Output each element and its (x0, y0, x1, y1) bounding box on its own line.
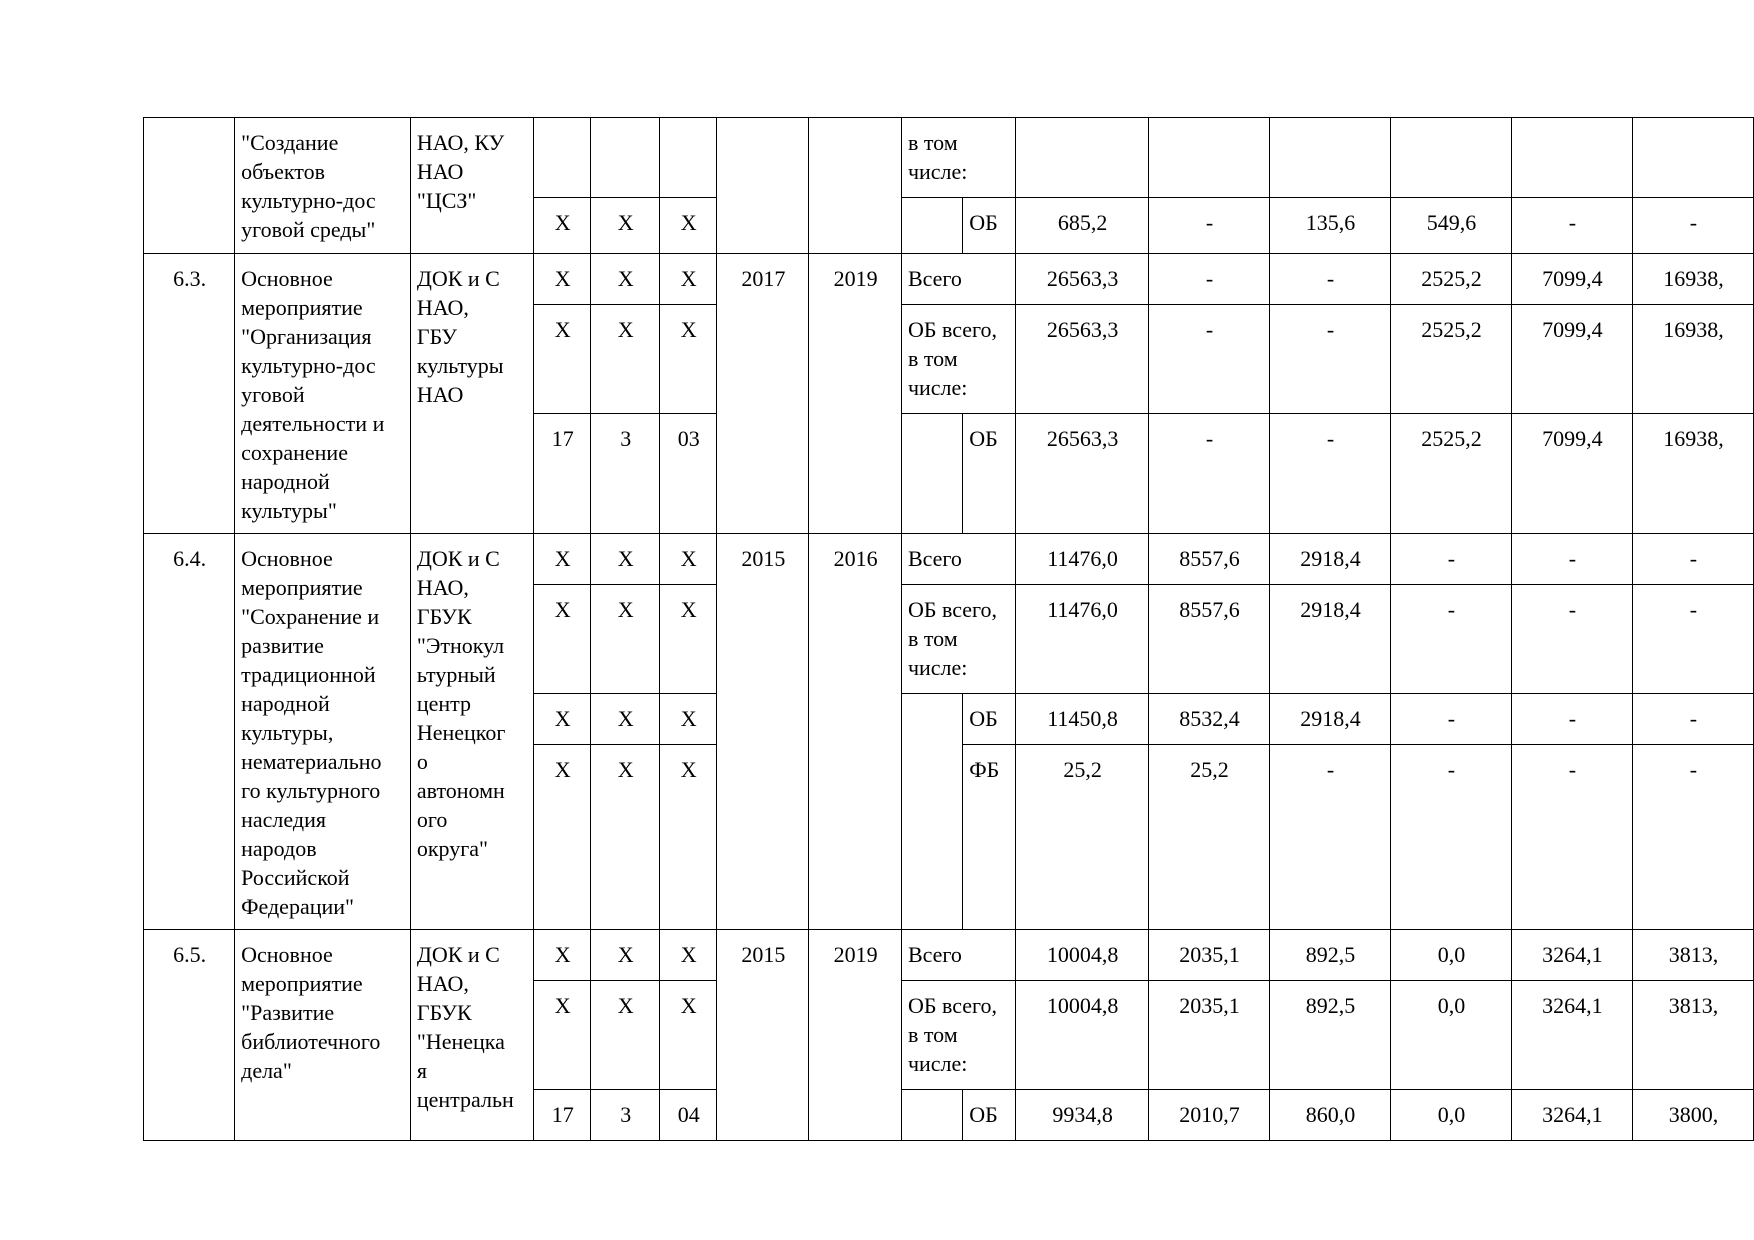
value-cell: 7099,4 (1511, 305, 1632, 414)
value-cell (1016, 118, 1149, 198)
value-cell: - (1632, 198, 1753, 254)
funding-indent-cell (901, 694, 962, 930)
value-cell: 25,2 (1149, 745, 1270, 930)
value-cell: 2525,2 (1390, 414, 1511, 534)
value-cell: - (1270, 254, 1391, 305)
value-cell: 16938, (1632, 414, 1753, 534)
value-cell: 2010,7 (1149, 1090, 1270, 1141)
value-cell: 26563,3 (1016, 305, 1149, 414)
code-cell (591, 118, 659, 198)
code-cell: 04 (659, 1090, 717, 1141)
value-cell: 10004,8 (1016, 930, 1149, 981)
executor-cell: ДОК и С НАО, ГБУК "Этнокул ьтурный центр Ненецког о автономн ого округа" (410, 534, 533, 930)
code-cell: Х (533, 930, 591, 981)
value-cell: 549,6 (1390, 198, 1511, 254)
funding-source-cell: ОБ (963, 694, 1016, 745)
row-number-cell: 6.4. (144, 534, 235, 930)
value-cell: - (1270, 305, 1391, 414)
end-year-cell: 2016 (809, 534, 902, 930)
value-cell: 26563,3 (1016, 254, 1149, 305)
funding-label-cell: Всего (901, 254, 1015, 305)
value-cell: 3264,1 (1511, 981, 1632, 1090)
value-cell: 892,5 (1270, 930, 1391, 981)
value-cell: 8557,6 (1149, 585, 1270, 694)
measure-title-cell: "Создание объектов культурно-дос уговой среды" (235, 118, 411, 254)
value-cell: 11476,0 (1016, 534, 1149, 585)
code-cell: Х (533, 534, 591, 585)
value-cell (1270, 118, 1391, 198)
code-cell: Х (659, 745, 717, 930)
measure-title-cell: Основное мероприятие "Развитие библиотечного дела" (235, 930, 411, 1141)
code-cell: 17 (533, 1090, 591, 1141)
code-cell: Х (533, 585, 591, 694)
table-row (144, 254, 1754, 305)
code-cell: Х (659, 930, 717, 981)
executor-cell: НАО, КУ НАО "ЦСЗ" (410, 118, 533, 254)
value-cell: 2035,1 (1149, 981, 1270, 1090)
value-cell: 860,0 (1270, 1090, 1391, 1141)
start-year-cell: 2015 (717, 930, 809, 1141)
value-cell: - (1632, 534, 1753, 585)
code-cell: Х (533, 254, 591, 305)
code-cell: Х (591, 198, 659, 254)
code-cell: Х (533, 305, 591, 414)
value-cell: - (1511, 198, 1632, 254)
code-cell: Х (659, 198, 717, 254)
table-row (144, 118, 1754, 198)
funding-label-cell: в том числе: (901, 118, 1015, 198)
code-cell: Х (591, 694, 659, 745)
code-cell: Х (591, 534, 659, 585)
value-cell: - (1149, 414, 1270, 534)
value-cell: 0,0 (1390, 930, 1511, 981)
end-year-cell: 2019 (809, 930, 902, 1141)
value-cell: - (1390, 694, 1511, 745)
value-cell: 892,5 (1270, 981, 1391, 1090)
value-cell: 11450,8 (1016, 694, 1149, 745)
code-cell: Х (591, 745, 659, 930)
value-cell: 3264,1 (1511, 930, 1632, 981)
value-cell: 0,0 (1390, 1090, 1511, 1141)
value-cell: 135,6 (1270, 198, 1391, 254)
value-cell: 8532,4 (1149, 694, 1270, 745)
value-cell: 16938, (1632, 254, 1753, 305)
value-cell (1632, 118, 1753, 198)
row-number-cell (144, 118, 235, 254)
code-cell: 17 (533, 414, 591, 534)
code-cell: Х (659, 305, 717, 414)
start-year-cell: 2015 (717, 534, 809, 930)
value-cell: 2918,4 (1270, 694, 1391, 745)
code-cell: Х (591, 254, 659, 305)
code-cell: Х (591, 585, 659, 694)
value-cell (1390, 118, 1511, 198)
value-cell (1511, 118, 1632, 198)
code-cell: 3 (591, 1090, 659, 1141)
funding-indent-cell (901, 1090, 962, 1141)
value-cell: 3813, (1632, 930, 1753, 981)
code-cell: Х (591, 930, 659, 981)
value-cell: 3800, (1632, 1090, 1753, 1141)
start-year-cell: 2017 (717, 254, 809, 534)
value-cell: - (1511, 534, 1632, 585)
funding-indent-cell (901, 198, 962, 254)
funding-label-cell: ОБ всего, в том числе: (901, 585, 1015, 694)
funding-source-cell: ФБ (963, 745, 1016, 930)
code-cell (533, 118, 591, 198)
code-cell: Х (533, 694, 591, 745)
table-row (144, 534, 1754, 585)
value-cell: 2525,2 (1390, 305, 1511, 414)
value-cell: - (1149, 254, 1270, 305)
table-row (144, 930, 1754, 981)
code-cell: Х (533, 198, 591, 254)
value-cell: - (1632, 694, 1753, 745)
value-cell: - (1390, 534, 1511, 585)
value-cell: - (1270, 745, 1391, 930)
code-cell: Х (659, 585, 717, 694)
measure-title-cell: Основное мероприятие "Сохранение и развитие традиционной народной культуры, нематериально го культурного наследия народов Российской Федерации" (235, 534, 411, 930)
start-year-cell (717, 118, 809, 254)
value-cell: - (1511, 585, 1632, 694)
code-cell: 3 (591, 414, 659, 534)
value-cell: - (1270, 414, 1391, 534)
value-cell: 10004,8 (1016, 981, 1149, 1090)
value-cell: 2918,4 (1270, 585, 1391, 694)
code-cell: Х (591, 305, 659, 414)
value-cell: 7099,4 (1511, 414, 1632, 534)
row-number-cell: 6.5. (144, 930, 235, 1141)
executor-cell: ДОК и С НАО, ГБУК "Ненецка я центральн (410, 930, 533, 1141)
funding-source-cell: ОБ (963, 198, 1016, 254)
value-cell: 26563,3 (1016, 414, 1149, 534)
value-cell: 9934,8 (1016, 1090, 1149, 1141)
code-cell (659, 118, 717, 198)
funding-label-cell: ОБ всего, в том числе: (901, 305, 1015, 414)
funding-label-cell: Всего (901, 930, 1015, 981)
funding-source-cell: ОБ (963, 414, 1016, 534)
value-cell: - (1390, 585, 1511, 694)
value-cell: 0,0 (1390, 981, 1511, 1090)
value-cell: - (1149, 305, 1270, 414)
code-cell: Х (591, 981, 659, 1090)
value-cell: 2918,4 (1270, 534, 1391, 585)
executor-cell: ДОК и С НАО, ГБУ культуры НАО (410, 254, 533, 534)
value-cell: 11476,0 (1016, 585, 1149, 694)
value-cell: 3813, (1632, 981, 1753, 1090)
code-cell: Х (659, 694, 717, 745)
value-cell: 7099,4 (1511, 254, 1632, 305)
code-cell: 03 (659, 414, 717, 534)
program-table (143, 117, 1754, 1141)
value-cell: 8557,6 (1149, 534, 1270, 585)
funding-source-cell: ОБ (963, 1090, 1016, 1141)
value-cell: 2035,1 (1149, 930, 1270, 981)
code-cell: Х (533, 745, 591, 930)
value-cell: - (1632, 585, 1753, 694)
value-cell: - (1511, 745, 1632, 930)
value-cell: - (1511, 694, 1632, 745)
code-cell: Х (659, 534, 717, 585)
row-number-cell: 6.3. (144, 254, 235, 534)
funding-indent-cell (901, 414, 962, 534)
end-year-cell (809, 118, 902, 254)
value-cell: 25,2 (1016, 745, 1149, 930)
value-cell: 685,2 (1016, 198, 1149, 254)
value-cell: - (1632, 745, 1753, 930)
value-cell: 3264,1 (1511, 1090, 1632, 1141)
funding-label-cell: ОБ всего, в том числе: (901, 981, 1015, 1090)
value-cell: 16938, (1632, 305, 1753, 414)
value-cell: 2525,2 (1390, 254, 1511, 305)
funding-label-cell: Всего (901, 534, 1015, 585)
value-cell (1149, 118, 1270, 198)
value-cell: - (1390, 745, 1511, 930)
value-cell: - (1149, 198, 1270, 254)
code-cell: Х (659, 981, 717, 1090)
end-year-cell: 2019 (809, 254, 902, 534)
code-cell: Х (659, 254, 717, 305)
code-cell: Х (533, 981, 591, 1090)
measure-title-cell: Основное мероприятие "Организация культурно-дос уговой деятельности и сохранение народной культуры" (235, 254, 411, 534)
